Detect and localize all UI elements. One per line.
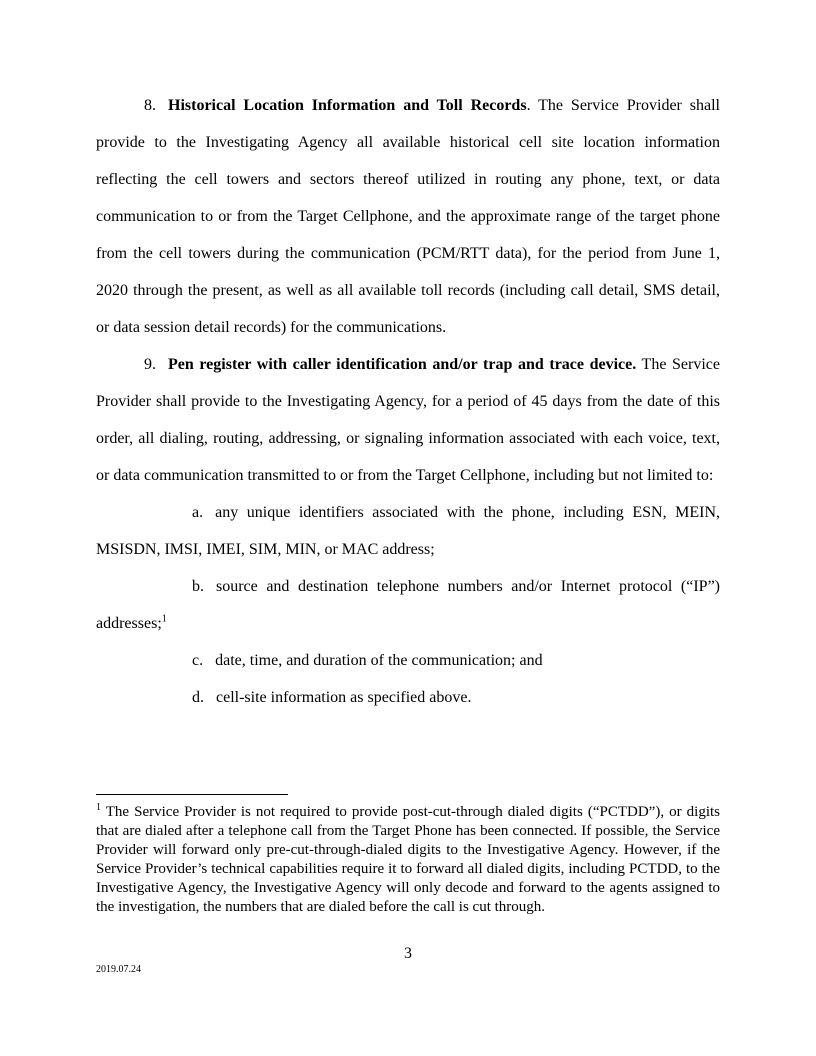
date-stamp: 2019.07.24 [96, 964, 141, 975]
footnote-1 [96, 803, 720, 917]
paragraph-8-number: 8. [144, 97, 156, 114]
list-item-c-text: date, time, and duration of the communication; and [215, 652, 543, 669]
list-item-d [96, 679, 720, 716]
list-item-a-letter: a. [192, 504, 204, 521]
list-item-c-letter: c. [192, 652, 204, 669]
footnote-reference: 1 [161, 613, 167, 625]
list-item-a [96, 494, 720, 568]
footnote-section [96, 794, 720, 917]
paragraph-9 [96, 346, 720, 494]
page-number: 3 [404, 945, 412, 962]
list-item-a-text: any unique identifiers associated with the phone, including ESN, MEIN, MSISDN, IMSI, IMEI, SIM, MIN, or MAC address; [96, 504, 720, 558]
paragraph-9-text: The Service Provider shall provide to the Investigating Agency, for a period of 45 days from the date of this order, all dialing, routing, addressing, or signaling information associated with each voice, text, or data communication transmitted to or from the Target Cellphone, including but not limited to: [96, 356, 721, 484]
paragraph-8-heading: Historical Location Information and Toll Records [168, 97, 527, 114]
list-item-b [96, 568, 720, 642]
paragraph-8-text: . The Service Provider shall provide to the Investigating Agency all available historical cell site location information reflecting the cell towers and sectors thereof utilized in routing any phone, text, or data communication to or from the Target Cellphone, and the approximate range of the target phone from the cell towers during the communication (PCM/RTT data), for the period from June 1, 2020 through the present, as well as all available toll records (including call detail, SMS detail, or data session detail records) for the communications. [96, 97, 720, 336]
list-item-b-text: source and destination telephone numbers and/or Internet protocol (“IP”) addresses; [96, 578, 720, 632]
list-item-c [96, 642, 720, 679]
list-item-b-letter: b. [192, 578, 204, 595]
footnote-separator [96, 794, 288, 795]
paragraph-8 [96, 87, 720, 346]
footnote-1-text: The Service Provider is not required to provide post-cut-through dialed digits (“PCTDD”), or digits that are dialed after a telephone call from the Target Phone has been connected. If possible, the Service Provider will forward only pre-cut-through-dialed digits to the Investigative Agency. However, if the Service Provider’s technical capabilities require it to forward all dialed digits, including PCTDD, to the Investigative Agency, the Investigative Agency will only decode and forward to the agents assigned to the investigation, the numbers that are dialed before the call is cut through. [96, 804, 720, 915]
footnote-1-marker: 1 [96, 802, 101, 813]
list-item-d-text: cell-site information as specified above. [216, 689, 472, 706]
list-item-d-letter: d. [192, 689, 204, 706]
paragraph-9-number: 9. [144, 356, 156, 373]
document-body [96, 87, 720, 716]
paragraph-9-heading: Pen register with caller identification and/or trap and trace device. [168, 356, 637, 373]
